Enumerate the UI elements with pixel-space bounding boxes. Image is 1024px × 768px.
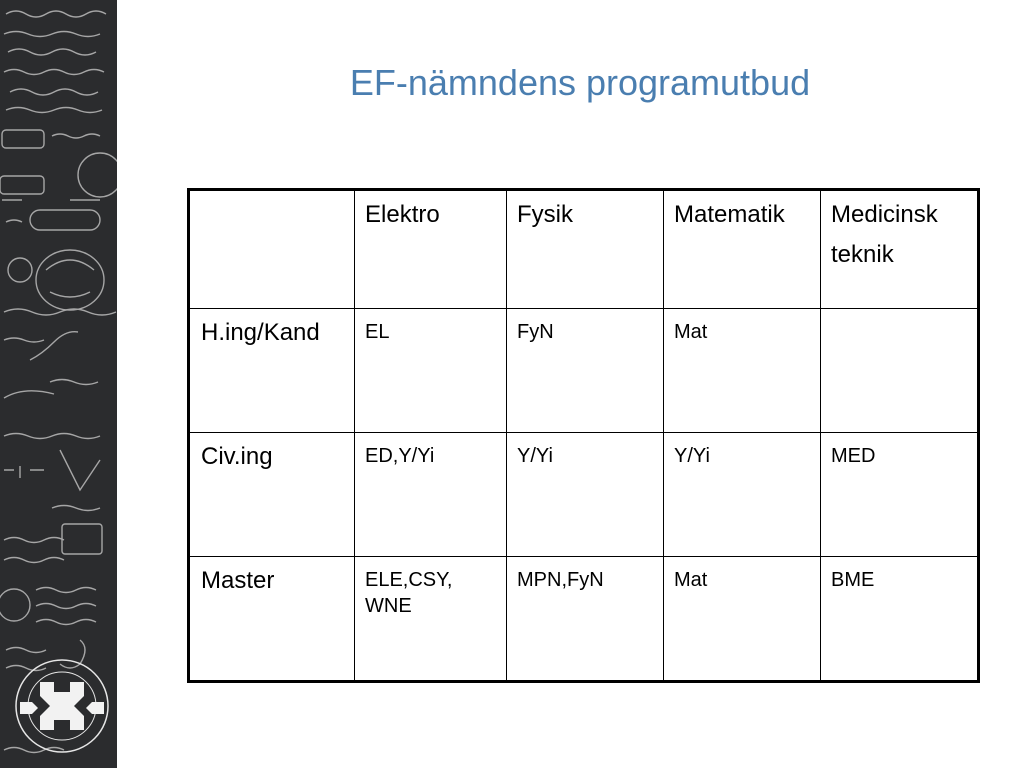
row-label-cell: Civ.ing [189,433,355,557]
table-row [189,309,979,433]
table-row [189,557,979,682]
header-cell: Medicinsk teknik [821,190,979,309]
table-cell: ED,Y/Yi [355,433,507,557]
table-cell: MED [821,433,979,557]
table-cell: EL [355,309,507,433]
table-cell: Mat [664,309,821,433]
table-cell: ELE,CSY, WNE [355,557,507,682]
row-label-cell: H.ing/Kand [189,309,355,433]
table-cell: MPN,FyN [507,557,664,682]
row-label-cell: Master [189,557,355,682]
table-cell: Y/Yi [507,433,664,557]
program-table [187,188,980,683]
header-cell: Matematik [664,190,821,309]
table-cell [821,309,979,433]
table-row [189,433,979,557]
header-cell [189,190,355,309]
table-cell: BME [821,557,979,682]
chalk-scribbles-decoration [0,0,117,768]
table-header-row [189,190,979,309]
header-cell: Elektro [355,190,507,309]
page-title: EF-nämndens programutbud [349,62,811,103]
table-cell: Mat [664,557,821,682]
table-cell: Y/Yi [664,433,821,557]
chalkboard-sidebar [0,0,117,768]
table-cell: FyN [507,309,664,433]
header-cell: Fysik [507,190,664,309]
university-seal-icon [16,660,108,752]
